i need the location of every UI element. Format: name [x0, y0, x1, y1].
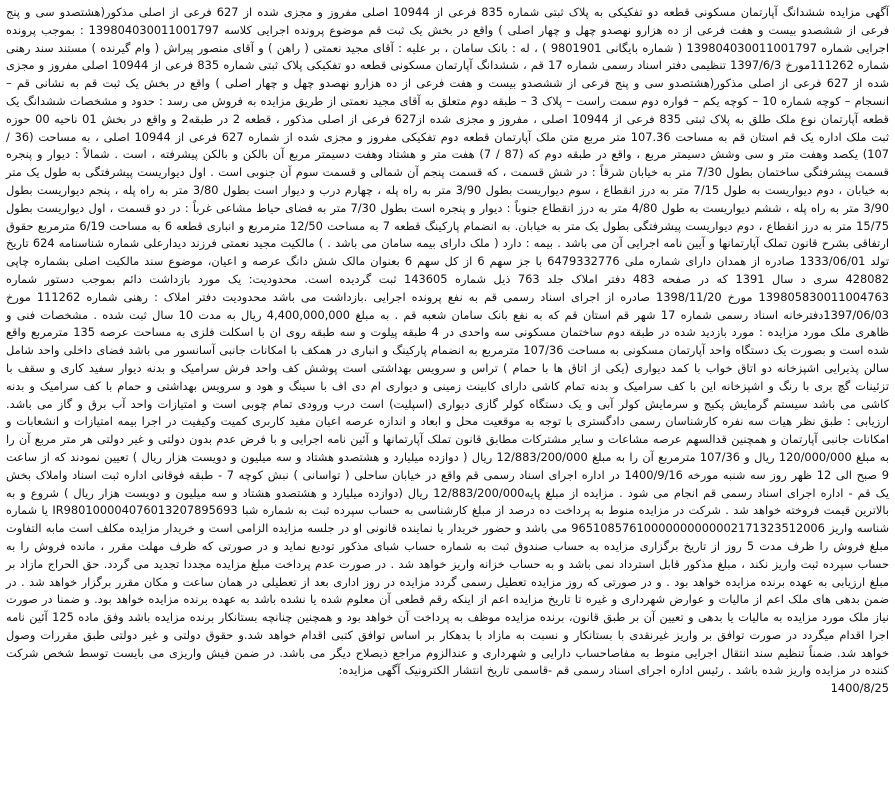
publish-date: 1400/8/25	[830, 681, 889, 696]
auction-notice-text: آگهی مزایده ششدانگ آپارتمان مسکونی قطعه دو تفکیکی به پلاک ثبتی شماره 835 فرعی از 10944 اصلی مفروز و مجزی شده از 627 فرعی از اصلی مذکور(هشتصدو سی و پنج فرعی از ششصدو بیست و هفت فرعی از ده هزارو نهصدو چهل و چهار اصلی ) واقع در بخش یک ثبت قم موضوع پرونده اجرایی کلاسه 139804030011001797 : بموجب پرونده اجرایی شماره 139804030011001797 ( شماره بایگانی 9801901 ) ، له : بانک سامان ، بر علیه : آقای مجید نعمتی ( راهن ) و آقای منصور پیراش ( وام گیرنده ) مستند سند رهنی شماره 111262مورخ 1397/6/3 تنظیمی دفتر اسناد رسمی شماره 17 قم ، ششدانگ آپارتمان مسکونی قطعه دو تفکیکی پلاک ثبتی شماره 835 فرعی از 10944 اصلی مفروز و مجزی شده از 627 فرعی از اصلی مذکور(هشتصدو سی و پنج فرعی از ششصدو بیست و هفت فرعی از ده هزارو نهصدو چهل و چهار اصلی ) واقع در بخش یک ثبت قم به نشانی قم – انسجام – کوچه شماره 10 – کوچه یکم – فواره دوم سمت راست – پلاک 3 – طبقه دوم متعلق به آقای مجید نعمتی از طریق مزایده به فروش می رسد : حدود و مشخصات ششدانگ یک قطعه آپارتمان نوع ملک طلق به پلاک ثبتی 835 فرعی از 10944 اصلی ، مفروز و مجزی شده از627 فرعی از اصلی مذکور ، قطعه 2 در طبقه2 و واقع در بخش 01 ناحیه 00 حوزه ثبت ملک اداره یک قم استان قم به مساحت 107.36 متر مربع متن ملک آپارتمان قطعه دوم تفکیکی مفروز و مجزی شده از شماره 627 فرعی از 10944 اصلی ، به مساحت (36 / 107) یکصد وهفت متر و سی وشش دسیمتر مربع ، واقع در طبقه دوم که (87 / 7) هفت متر و هشتاد وهفت دسیمتر مربع آن بالکن و بالکن پیشرفته ، است . شمالاً : دیوار و پنجره قسمت پیشرفتگی ساختمان بطول 7/30 متر به خیابان شرقاً : در شش قسمت ، که قسمت پنجم آن شمالی و قسمت سوم آن جنوبی است . اول دیواریست پیشرفتگی به طول یک متر به خیابان ، دوم دیواریست به طول 7/15 متر به درز انقطاع ، سوم دیواریست بطول 3/90 متر به راه پله ، چهارم درب و دیوار است بطول 3/80 متر به راه پله ، پنجم دیواریست بطول 3/90 متر به راه پله ، ششم دیواریست به طول 4/80 متر به درز انقطاع جنوباً : دیوار و پنجره است بطول 7/30 متر به فضای حیاط مشاعی غرباً : در دو قسمت ، اول دیواریست بطول 15/75 متر به درز انقطاع ، دوم دیواریست پیشرفتگی بطول یک متر به خیابان. به انضمام پارکینگ قطعه 7 به مساحت 12/50 مترمربع و انباری قطعه 6 به مساحت 6/19 مترمربع حقوق ارتفاقی بشرح قانون تملک آپارتمانها و آیین نامه اجرایی آن می باشد . بیمه : دارد ( ملک دارای بیمه سامان می باشد . ) مالکیت مجید نعمتی فرزند دیدارعلی شماره شناسنامه 624 تاریخ تولد 1333/06/01 صادره از همدان دارای شماره ملی 6479332776 با جز سهم 6 از کل سهم 6 بعنوان مالک شش دانگ عرصه و اعیان، موضوع سند مالکیت اصلی بشماره چاپی 428082 سری د سال 1391 که در صفحه 483 دفتر املاک جلد 763 ذیل شماره 143605 ثبت گردیده است. محدودیت: یک مورد بازداشت دائم بموجب دستور شماره 139805830011004763 مورخ 1398/11/20 صادره از اجرای اسناد رسمی قم به نفع پرونده اجرایی .بازداشت می باشد محدودیت دفتر املاک : رهنی شماره 111262 مورخ 1397/06/03دفترخانه اسناد رسمی شماره 17 شهر قم استان قم که به نفع بانک سامان شعبه قم . به مبلغ 4,400,000,000 ریال به مدت 10 سال ثبت شده . مشخصات فنی و ظاهری ملک مورد مزایده : مورد بازدید شده در طبقه دوم ساختمان مسکونی سه واحدی در 4 طبقه پیلوت و سه طبقه روی ان با اسکلت فلزی به مساحت عرصه 135 مترمربع واقع شده است و بصورت یک دستگاه واحد آپارتمان مسکونی به مساحت 107/36 مترمربع به انضمام پارکینگ و انباری در همکف با امکانات جانبی آسانسور می باشد فضای داخلی واحد شامل سالن پذیرایی اشپزخانه دو اتاق خواب با کمد دیواری (یکی از اتاق ها با حمام ) تراس و سرویس بهداشتی است پوشش کف واحد فرش سرامیک و بدنه دیوار سفید کاری و سقف با تزئینات گچ بری با رنگ و اشپزخانه این با کف سرامیک و بدنه تمام کاشی دارای کابینت زمینی و دیواری ام دی اف با سینگ و هود و سرویس بهداشتی و حمام با کف سرامیک و بدنه کاشی می باشد سیستم گرمایش پکیج و سرمایش کولر آبی و یک دستگاه کولر گازی دیواری (اسپلیت) است درب ورودی تمام چوبی است و امتیازات واحد آب برق و گاز می باشد. ارزیابی : طبق نظر هیات سه نفره کارشناسان رسمی دادگستری با توجه به موقعیت محل و ابعاد و اندازه عرصه اعیان مفید کاربری کمیت وکیفیت در اجرا بیمه امتیازات و انشعابات و امکانات جانبی آپارتمان و همچنین قدالسهم عرصه مشاعات و سایر مشترکات مطابق قانون تملک آپارتمانها و آئین نامه اجرایی و با فرض عدم بدون دولتی و غیر دولتی هر متر مربع آن را به مبلغ 120/000/000 ریال و 107/36 مترمربع آن را به مبلغ 12/883/200/000 ریال ( دوازده میلیارد و هشتصدو هشتاد و سه میلیون و دویست هزار ریال ) تعیین نمودند که از ساعت 9 صبح الی 12 ظهر روز سه شنبه مورخه 1400/9/16 در اداره اجرای اسناد رسمی قم واقع در خیابان ساحلی ( تواسانی ) نبش کوچه 7 - طبقه فوقانی اداره ثبت اسناد واملاک بخش یک قم - اداره اجرای اسناد رسمی قم انجام می شود . مزایده از مبلغ پایه12/883/200/000 ریال (دوازده میلیارد و هشتصدو هشتاد و سه میلیون و دویست هزار ریال ) شروع و به بالاترین قیمت فروخته خواهد شد . شرکت در مزایده منوط به پرداخت ده درصد از مبلغ کارشناسی به حساب سپرده ثبت به شماره شبا IR980100004076013207895693 یا شماره شناسه واریز 96510857610000000000002171323512006 می باشد و حضور خریدار یا نماینده قانونی او در جلسه مزایده الزامی است و خریدار مزایده مکلف است مابه التفاوت مبلغ فروش را ظرف مدت 5 روز از تاریخ برگزاری مزایده به حساب صندوق ثبت به شماره حساب شبای مذکور تودیع نماید و در صورتی که ظرف مهلت مقرر ، مانده فروش را به حساب سپرده ثبت واریز نکند ، مبلغ مذکور قابل استرداد نمی باشد و به حساب خزانه واریز خواهد شد . در صورت عدم پرداخت مبلغ مزایده مجددا تجدید می گردد. حق الحراج مازاد بر مبلغ ارزیابی به عهده برنده مزایده خواهد بود . و در صورتی که روز مزایده تعطیل رسمی گردد مزایده در روز اداری بعد از تعطیلی در همان ساعت و مکان مقرر برگزار خواهد شد . در ضمن بدهی های ملک اعم از مالیات و عوارض شهرداری و غیره تا تاریخ مزایده اعم از اینکه رقم قطعی آن معلوم شده یا نشده باشد به عهده برنده مزایده خواهد بود. و ضمنا در صورت نیاز ملک مورد مزایده به مالیات یا بدهی و تعیین آن بر طبق قانون، برنده مزایده موظف به پرداخت آن خواهد بود و همچنین چنانچه بستانکار برنده مزایده باشد وفق ماده 125 آئین نامه اجرا اقدام میگردد در صورت توافق بر واریز غیرنقدی با بستانکار و نسبت به مازاد با بدهکار بر اساس توافق کتبی اقدام خواهد شد.و حقوق دولتی و غیر دولتی طبق مقررات وصول خواهد شد. ضمناً تنظیم سند انتقال اجرایی منوط به مفاصاحساب دارایی و شهرداری و عندالزوم مراجع ذیصلاح دیگر می باشد. در ضمن فیش واریزی می بایست توسط شخص شرکت کننده در مزایده واریز شده باشد . رئیس اداره اجرای اسناد رسمی قم -قاسمی تاریخ انتشار الکترونیک آگهی مزایده:	[6, 5, 890, 678]
